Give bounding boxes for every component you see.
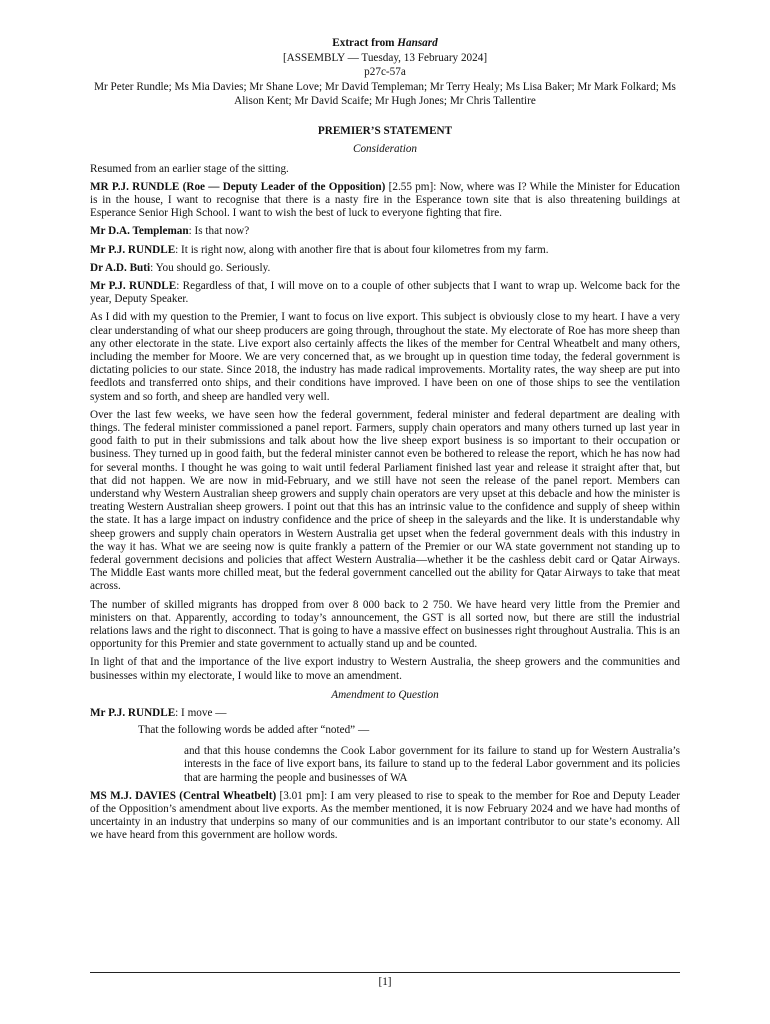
amendment-heading: Amendment to Question — [331, 688, 439, 701]
speaker-name: Mr D.A. Templeman — [90, 225, 189, 238]
section-title: PREMIER’S STATEMENT — [317, 124, 453, 137]
speech-paragraph — [90, 707, 680, 720]
speech-paragraph — [90, 280, 680, 306]
body-paragraph: As I did with my question to the Premier, I want to focus on live export. This subject is obviously close to my heart. I have a very clear understanding of what our sheep producers are going through, throughout the state. My electorate of Roe has more sheep than any other electorate in the state. Live export also certainly affects the likes of the member for Central Wheatbelt and many others, including the member for Moore. We are very concerned that, as we brought up in question time today, the federal government is dictating policies to our state. Since 2018, the industry has made radical improvements. Mortality rates, the way sheep are put into feedlots and transferred onto ships, and their conditions have improved. I have been on one of those ships to see the ventilation system and so forth, and sheep are handled very well. — [90, 311, 680, 403]
body-paragraph: The number of skilled migrants has dropped from over 8 000 back to 2 750. We have heard very little from the Premier and ministers on that. Apparently, according to today’s announcement, the GST is all sorted now, but there are still the industrial relations laws and the right to disconnect. That is going to have a massive effect on businesses right throughout Australia. This is an opportunity for this Premier and state government to actually stand up and be counted. — [90, 598, 680, 651]
footer-divider — [90, 972, 680, 973]
assembly-date: [ASSEMBLY — Tuesday, 13 February 2024] — [282, 51, 488, 64]
speech-text: : Regardless of that, I will move on to a couple of other subjects that I want to wrap up. Welcome back for the year, Deputy Speaker. — [90, 279, 680, 306]
speech-paragraph — [90, 262, 680, 275]
resumed-note: Resumed from an earlier stage of the sitting. — [90, 162, 289, 175]
section-subtitle: Consideration — [352, 142, 418, 155]
speech-paragraph — [90, 244, 680, 257]
speech-paragraph — [90, 181, 680, 221]
motion-intro: That the following words be added after “noted” — — [138, 724, 370, 737]
speech-text: [2.55 pm]: Now, where was I? While the Minister for Education is in the house, I want to recognise that there is a nasty fire in the Esperance town site that is also threatening buildings at Esperance Senior High School. I want to wish the best of luck to everyone fighting that fire. — [90, 180, 680, 220]
speaker-name: Mr P.J. RUNDLE — [90, 243, 176, 256]
document-header — [90, 36, 680, 109]
speaker-name: MS M.J. DAVIES (Central Wheatbelt) — [90, 789, 277, 802]
page-reference: p27c-57a — [364, 66, 406, 78]
members-list: Mr Peter Rundle; Ms Mia Davies; Mr Shane Love; Mr David Templeman; Mr Terry Healy; Ms Lisa Baker; Mr Mark Folkard; Ms Alison Kent; Mr David Scaife; Mr Hugh Jones; Mr Chris Tallentire — [94, 80, 676, 107]
page-number: [1] — [378, 976, 392, 988]
speaker-name: Mr P.J. RUNDLE — [90, 279, 177, 292]
extract-title — [90, 36, 680, 51]
motion-text: and that this house condemns the Cook Labor government for its failure to stand up for Western Australia’s interests in the face of live export bans, its failure to stand up to the federal Labor government and its policies that are harming the people and businesses of WA — [184, 745, 680, 784]
speaker-name: Dr A.D. Buti — [90, 261, 151, 274]
speech-text: : Is that now? — [188, 225, 250, 238]
speech-text: [3.01 pm]: I am very pleased to rise to speak to the member for Roe and Deputy Leader of the Opposition’s amendment about live exports. As the member mentioned, it is now February 2024 and we have had months of uncertainty in an industry that underpins so many of our communities and is an important contributor to our state’s economy. All we have heard from this government are hollow words. — [90, 789, 680, 842]
speaker-name: Mr P.J. RUNDLE — [90, 706, 176, 719]
speaker-name: MR P.J. RUNDLE (Roe — Deputy Leader of the Opposition) — [90, 180, 386, 193]
hansard-label: Hansard — [397, 37, 438, 49]
speech-text: : I move — — [175, 706, 227, 719]
body-paragraph: Over the last few weeks, we have seen how the federal government, federal minister and federal department are dealing with things. The federal minister commissioned a panel report. Farmers, supply chain operators and many others turned up last year in good faith to put in their submissions and talk about how the live sheep export business is so important to their occupation or business. They turned up in good faith, but the federal minister cannot even be bothered to release the report, which he has now had for several months. I thought he was going to wait until federal Parliament finished last year and release it straight after that, but that did not happen. We are now in mid-February, and we still have not seen the release of the panel report. Members can understand why Western Australian sheep growers and supply chain operators are very upset at this debacle and how the minister is treating Western Australian sheep growers. I point out that this has an intrinsic value to the confidence and supply of sheep within the state. It has a large impact on industry confidence and the price of sheep in the saleyards and the like. It is understandable why sheep growers and supply chain operators in Western Australia get upset when the federal government deals with this industry in the way it has. What we are seeing now is quite frankly a pattern of the Premier or our WA state government not standing up to federal government decisions and policies that affect Western Australia—whether it be the cashless debit card or Qatar Airways. The Middle East wants more chilled meat, but the federal government cancelled out the ability for Qatar Airways to take that meat across. — [90, 408, 680, 593]
document-page — [90, 36, 680, 843]
speech-text: : You should go. Seriously. — [150, 261, 271, 274]
speech-text: : It is right now, along with another fire that is about four kilometres from my farm. — [175, 243, 549, 256]
extract-label: Extract from — [332, 37, 398, 49]
speech-paragraph — [90, 790, 680, 843]
speech-paragraph — [90, 225, 680, 238]
body-paragraph: In light of that and the importance of the live export industry to Western Australia, the sheep growers and the communities and businesses within my electorate, I would like to move an amendment. — [90, 656, 680, 682]
